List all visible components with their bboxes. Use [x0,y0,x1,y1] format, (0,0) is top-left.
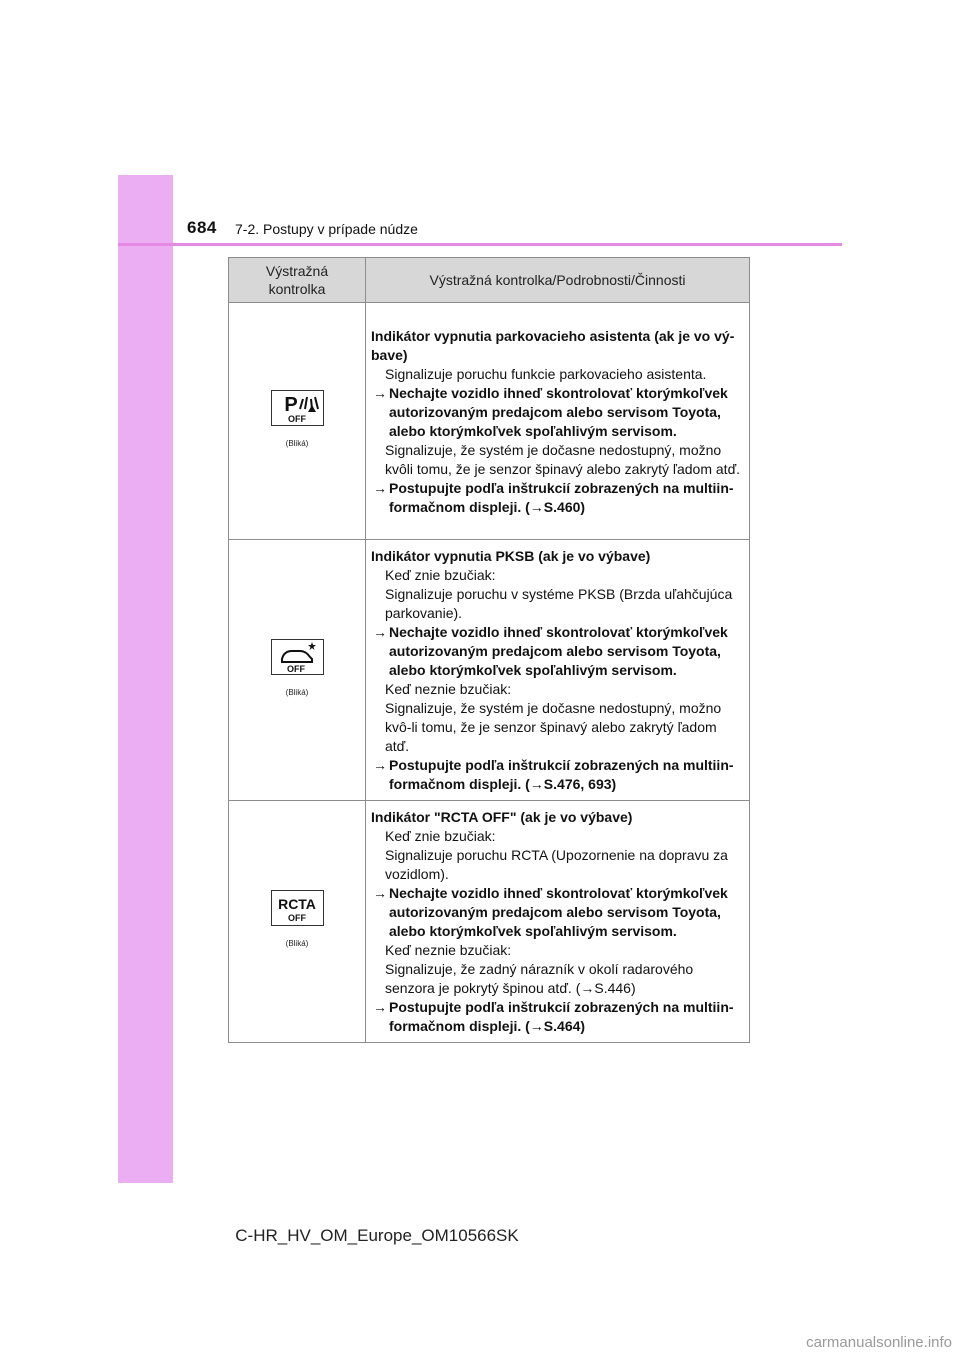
action-text: Nechajte vozidlo ihneď skontrolovať ktorýmkoľvek autorizovaným predajcom alebo servisom Toyota, alebo ktorýmkoľvek spoľahlivým servisom. [389,624,728,678]
blink-caption: (Bliká) [285,687,309,697]
arrow-icon: → [373,885,387,901]
section-title: 7-2. Postupy v prípade núdze [235,221,418,237]
blink-caption: (Bliká) [285,939,309,948]
pksb-off-icon [271,639,324,675]
description-text: Keď znie bzučiak: [385,828,496,844]
action-text: Postupujte podľa inštrukcií zobrazených na multiin-formačnom displeji. (→S.464) [389,999,734,1034]
lamp-cell [229,303,366,540]
description-text: Signalizuje, že systém je dočasne nedostupný, možno kvô-li tomu, že je senzor špinavý alebo zakrytý ľadom atď. [385,700,722,754]
description-text: Signalizuje poruchu v systéme PKSB (Brzda uľahčujúca parkovanie). [385,586,733,621]
parking-assist-off-icon [271,390,324,426]
action-instruction [371,756,743,794]
action-instruction [371,479,743,517]
indicator-title: Indikátor vypnutia PKSB (ak je vo výbave) [371,548,651,564]
table-row [229,303,750,540]
page-number: 684 [187,218,217,237]
arrow-icon: → [373,999,387,1015]
description-text: Signalizuje poruchu funkcie parkovacieho asistenta. [385,365,707,382]
details-cell [366,540,750,801]
action-instruction [371,884,743,941]
side-tab-strip [118,175,173,1183]
indicator-title: Indikátor "RCTA OFF" (ak je vo výbave) [371,809,633,825]
column-header-details: Výstražná kontrolka/Podrobnosti/Činnosti [366,258,750,303]
document-code: C-HR_HV_OM_Europe_OM10566SK [235,1226,519,1245]
svg-text:OFF: OFF [287,913,306,923]
indicator-title: Indikátor vypnutia parkovacieho asistenta (ak je vo vý-bave) [371,327,735,363]
details-cell [366,801,750,1043]
arrow-icon: → [373,384,387,401]
action-text: Postupujte podľa inštrukcií zobrazených na multiin-formačnom displeji. (→S.460) [389,479,734,515]
description-text: Keď neznie bzučiak: [385,942,512,958]
action-instruction [371,384,743,441]
warning-lights-table [228,257,750,1043]
header-rule [118,243,842,246]
description-text: Signalizuje, že systém je dočasne nedostupný, možno kvôli tomu, že je senzor špinavý alebo zakrytý ľadom atď. [385,441,741,477]
action-text: Postupujte podľa inštrukcií zobrazených na multiin-formačnom displeji. (→S.476, 693) [389,757,734,792]
svg-text:P: P [283,393,298,416]
arrow-icon: → [373,624,387,640]
arrow-icon: → [373,757,387,773]
column-header-lamp: Výstražná kontrolka [229,258,366,303]
table-row [229,801,750,1043]
lamp-cell [229,540,366,801]
lamp-cell [229,801,366,1043]
description-text: Signalizuje, že zadný nárazník v okolí radarového senzora je pokrytý špinou atď. (→S.446) [385,961,694,996]
svg-text:OFF: OFF [287,413,306,424]
description-text: Signalizuje poruchu RCTA (Upozornenie na dopravu za vozidlom). [385,847,728,882]
watermark: carmanualsonline.info [806,1334,952,1351]
svg-text:OFF: OFF [286,663,305,674]
action-text: Nechajte vozidlo ihneď skontrolovať ktorýmkoľvek autorizovaným predajcom alebo servisom Toyota, alebo ktorýmkoľvek spoľahlivým servisom. [389,384,728,439]
svg-text:RCTA: RCTA [277,896,316,912]
arrow-icon: → [373,479,387,496]
details-cell [366,303,750,540]
blink-caption: (Bliká) [285,438,309,448]
description-text: Keď znie bzučiak: [385,567,496,583]
action-text: Nechajte vozidlo ihneď skontrolovať ktorýmkoľvek autorizovaným predajcom alebo servisom Toyota, alebo ktorýmkoľvek spoľahlivým servisom. [389,885,728,939]
rcta-off-icon [271,890,324,926]
action-instruction [371,623,743,680]
description-text: Keď neznie bzučiak: [385,681,512,697]
table-header-row [229,258,750,303]
table-row [229,540,750,801]
action-instruction [371,998,743,1036]
